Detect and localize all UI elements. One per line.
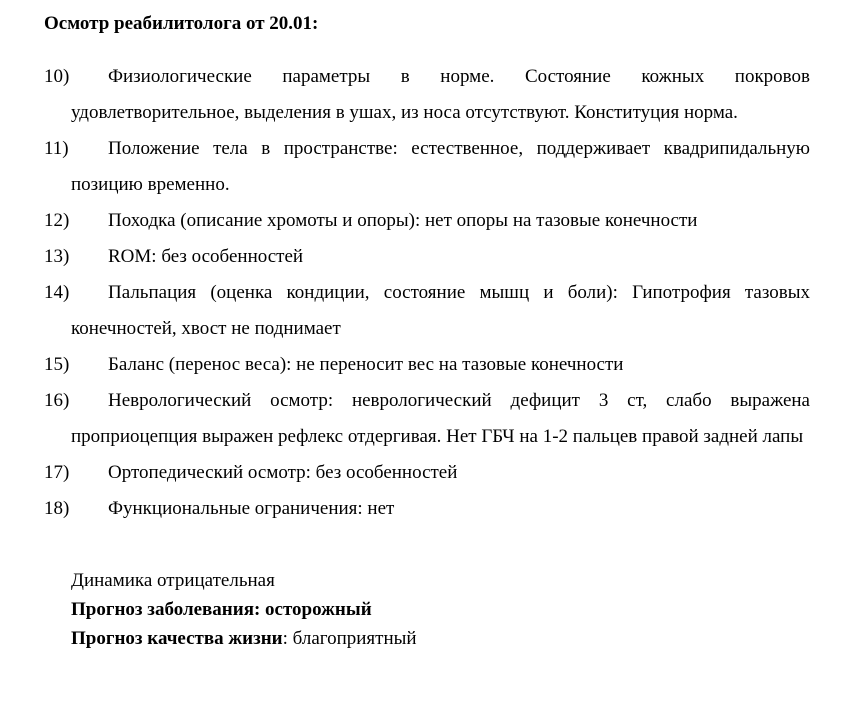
item-number: 16) (44, 390, 70, 411)
item-number: 18) (44, 498, 70, 519)
list-item (44, 491, 810, 527)
dynamics-line: Динамика отрицательная (71, 570, 275, 591)
item-number: 12) (44, 210, 70, 231)
item-text: Ортопедический осмотр: без особенностей (108, 462, 458, 483)
item-text: Неврологический осмотр: неврологический дефицит 3 ст, слабо выражена проприоцепция выражен рефлекс отдергивая. Нет ГБЧ на 1-2 пальцев правой задней лапы (71, 390, 810, 447)
item-text: Походка (описание хромоты и опоры): нет опоры на тазовые конечности (108, 210, 698, 231)
list-item (44, 59, 810, 131)
list-item (44, 239, 810, 275)
prognosis-life-label: Прогноз качества жизни (71, 628, 283, 649)
list-item (44, 383, 810, 455)
exam-items-list (44, 59, 810, 527)
list-item (44, 347, 810, 383)
item-number: 14) (44, 282, 70, 303)
item-number: 10) (44, 66, 70, 87)
item-number: 11) (44, 138, 69, 159)
list-item (44, 455, 810, 491)
prognosis-life-line (71, 621, 811, 657)
item-number: 15) (44, 354, 70, 375)
list-item (44, 275, 810, 347)
list-item (44, 131, 810, 203)
prognosis-disease-line: Прогноз заболевания: осторожный (71, 599, 372, 620)
list-item (44, 203, 810, 239)
item-text: Функциональные ограничения: нет (108, 498, 395, 519)
item-text: Баланс (перенос веса): не переносит вес на тазовые конечности (108, 354, 624, 375)
item-number: 13) (44, 246, 70, 267)
item-text: Физиологические параметры в норме. Состояние кожных покровов удовлетворительное, выделения в ушах, из носа отсутствуют. Конституция норма. (71, 66, 810, 123)
item-text: Пальпация (оценка кондиции, состояние мышц и боли): Гипотрофия тазовых конечностей, хвост не поднимает (71, 282, 810, 339)
exam-heading: Осмотр реабилитолога от 20.01: (44, 13, 319, 34)
prognosis-life-value: : благоприятный (282, 628, 417, 649)
conclusion-block (71, 563, 811, 657)
item-number: 17) (44, 462, 70, 483)
item-text: ROM: без особенностей (108, 246, 304, 267)
item-text: Положение тела в пространстве: естественное, поддерживает квадрипидальную позицию временно. (71, 138, 810, 195)
